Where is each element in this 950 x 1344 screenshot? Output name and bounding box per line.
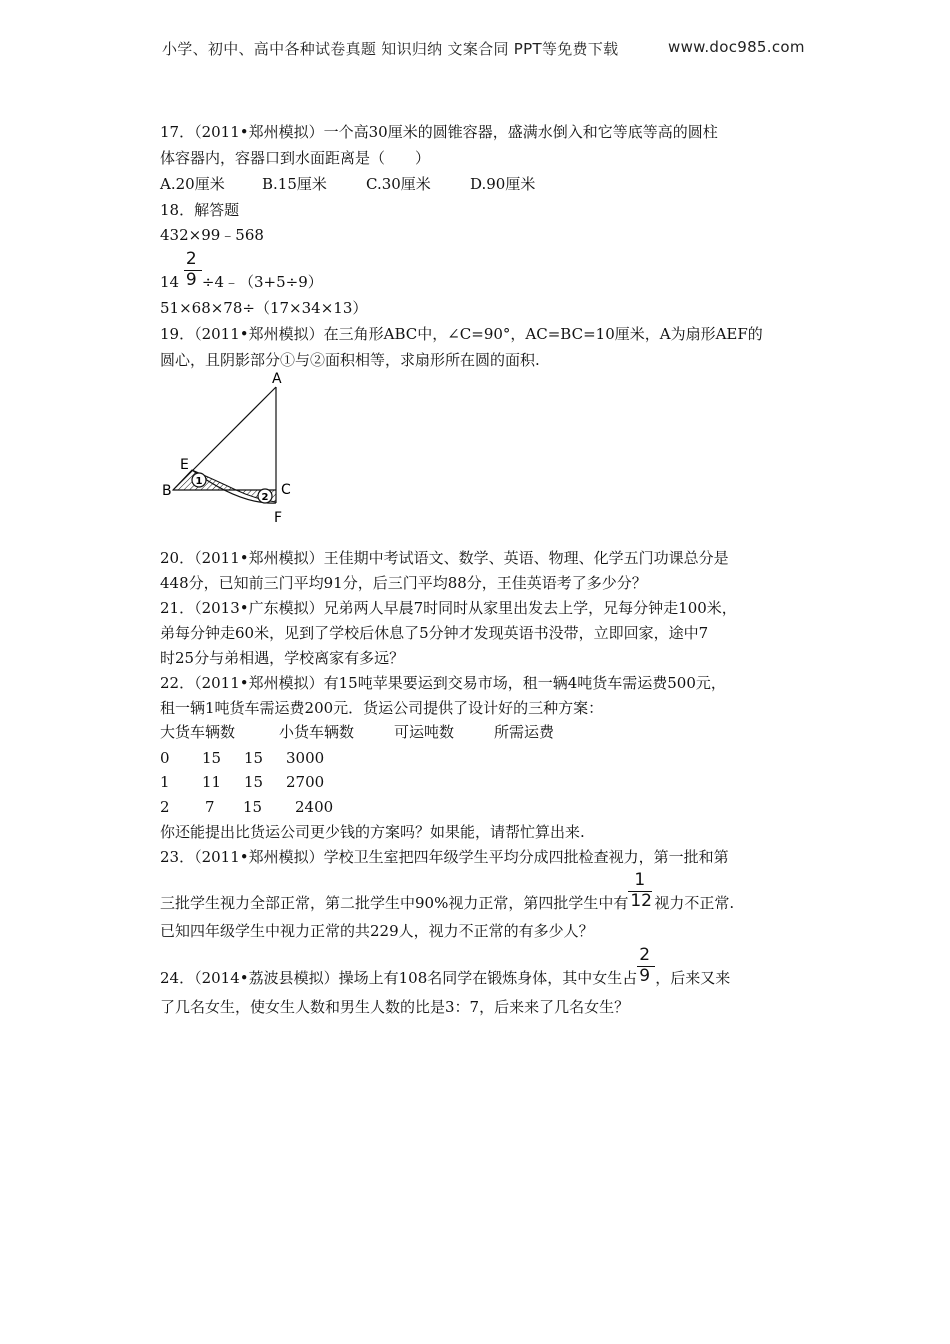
q22-header-big-truck: 大货车辆数 (160, 723, 236, 741)
table-cell: 15 (243, 798, 263, 816)
page-header (162, 38, 805, 59)
q22-header-tonnage: 可运吨数 (394, 723, 455, 741)
header-title: 小学、初中、高中各种试卷真题 知识归纳 文案合同 PPT等免费下载 (162, 40, 619, 58)
q23-line2-start: 三批学生视力全部正常，第二批学生中90%视力正常，第四批学生中有 (160, 894, 629, 912)
q19-line1: 19．（2011•郑州模拟）在三角形ABC中，∠C=90°，AC=BC=10厘米，A为扇形AEF的 (160, 325, 763, 343)
q20-line2: 448分，已知前三门平均91分，后三门平均88分，王佳英语考了多少分？ (160, 574, 647, 592)
q22-table-header (160, 722, 554, 742)
q21-line1: 21．（2013•广东模拟）兄弟两人早晨7时同时从家里出发去上学，兄每分钟走100米， (160, 599, 737, 617)
q23-line3: 已知四年级学生中视力正常的共229人，视力不正常的有多少人？ (160, 922, 594, 940)
q22-closing: 你还能提出比货运公司更少钱的方案吗？如果能，请帮忙算出来. (160, 823, 585, 841)
q23-line2 (160, 870, 735, 913)
q18-expr2-rest: ÷4﹣（3+5÷9） (201, 273, 323, 291)
table-cell: 15 (244, 773, 264, 791)
q23-fraction (628, 870, 654, 913)
q22-line1: 22．（2011•郑州模拟）有15吨苹果要运到交易市场，租一辆4吨货车需运费500元， (160, 674, 726, 692)
q18-expr2-whole: 14 (160, 273, 180, 291)
region-1-label: 1 (195, 476, 203, 487)
table-cell: 11 (202, 773, 222, 791)
point-e-label: E (180, 457, 189, 473)
region-2-label: 2 (261, 492, 269, 503)
q20-line1: 20．（2011•郑州模拟）王佳期中考试语文、数学、英语、物理、化学五门功课总分是 (160, 549, 729, 567)
q17-line1: 17．（2011•郑州模拟）一个高30厘米的圆锥容器，盛满水倒入和它等底等高的圆柱 (160, 123, 718, 141)
q18-expr3: 51×68×78÷（17×34×13） (160, 299, 368, 317)
q24-line2: 了几名女生，使女生人数和男生人数的比是3：7，后来来了几名女生？ (160, 998, 630, 1016)
point-f-label: F (274, 510, 283, 526)
q17-option-a: A.20厘米 (160, 175, 225, 193)
q22-line2: 租一辆1吨货车需运费200元．货运公司提供了设计好的三种方案： (160, 699, 604, 717)
table-row (160, 748, 324, 768)
q18-title: 18．解答题 (160, 201, 240, 219)
q21-line2: 弟每分钟走60米，见到了学校后休息了5分钟才发现英语书没带，立即回家，途中7 (160, 624, 709, 642)
q17-line2: 体容器内，容器口到水面距离是（ ） (160, 149, 431, 167)
q18-expr1: 432×99﹣568 (160, 226, 264, 244)
table-cell: 15 (202, 749, 222, 767)
q23-fraction-denominator: 12 (630, 891, 652, 911)
vertex-b-label: B (162, 483, 172, 499)
table-cell: 1 (160, 773, 170, 791)
q17-option-b: B.15厘米 (262, 175, 327, 193)
q24-fraction-numerator: 2 (639, 945, 651, 965)
table-cell: 15 (244, 749, 264, 767)
table-row (160, 772, 324, 792)
q24-line1 (160, 945, 731, 988)
q24-fraction-denominator: 9 (639, 966, 651, 986)
table-cell: 2700 (286, 773, 325, 791)
table-cell: 2400 (295, 798, 334, 816)
q24-line1-start: 24．（2014•荔波县模拟）操场上有108名同学在锻炼身体，其中女生占 (160, 969, 638, 987)
header-url[interactable]: www.doc985.com (668, 38, 805, 56)
q17-option-d: D.90厘米 (470, 175, 536, 193)
table-cell: 0 (160, 749, 170, 767)
q17-options (160, 174, 535, 194)
q18-fraction (184, 249, 202, 292)
q24-line1-end: ，后来又来 (655, 969, 731, 987)
q24-fraction (637, 945, 655, 988)
table-cell: 2 (160, 798, 170, 816)
side-ab (173, 387, 276, 490)
vertex-a-label: A (272, 371, 282, 387)
table-cell: 7 (205, 798, 215, 816)
q22-header-small-truck: 小货车辆数 (279, 723, 355, 741)
q23-fraction-numerator: 1 (634, 870, 646, 890)
table-cell: 3000 (286, 749, 325, 767)
q23-line2-end: 视力不正常. (654, 894, 735, 912)
q21-line3: 时25分与弟相遇，学校离家有多远？ (160, 649, 405, 667)
q18-fraction-denominator: 9 (185, 270, 197, 290)
q17-option-c: C.30厘米 (366, 175, 431, 193)
q18-expr2 (160, 249, 323, 292)
vertex-c-label: C (281, 482, 291, 498)
table-row (160, 797, 333, 817)
q18-fraction-numerator: 2 (185, 249, 197, 269)
q23-line1: 23．（2011•郑州模拟）学校卫生室把四年级学生平均分成四批检查视力，第一批和第 (160, 848, 729, 866)
q19-line2: 圆心，且阴影部分①与②面积相等，求扇形所在圆的面积. (160, 351, 540, 369)
triangle-figure (150, 365, 310, 530)
q22-header-cost: 所需运费 (494, 723, 555, 741)
